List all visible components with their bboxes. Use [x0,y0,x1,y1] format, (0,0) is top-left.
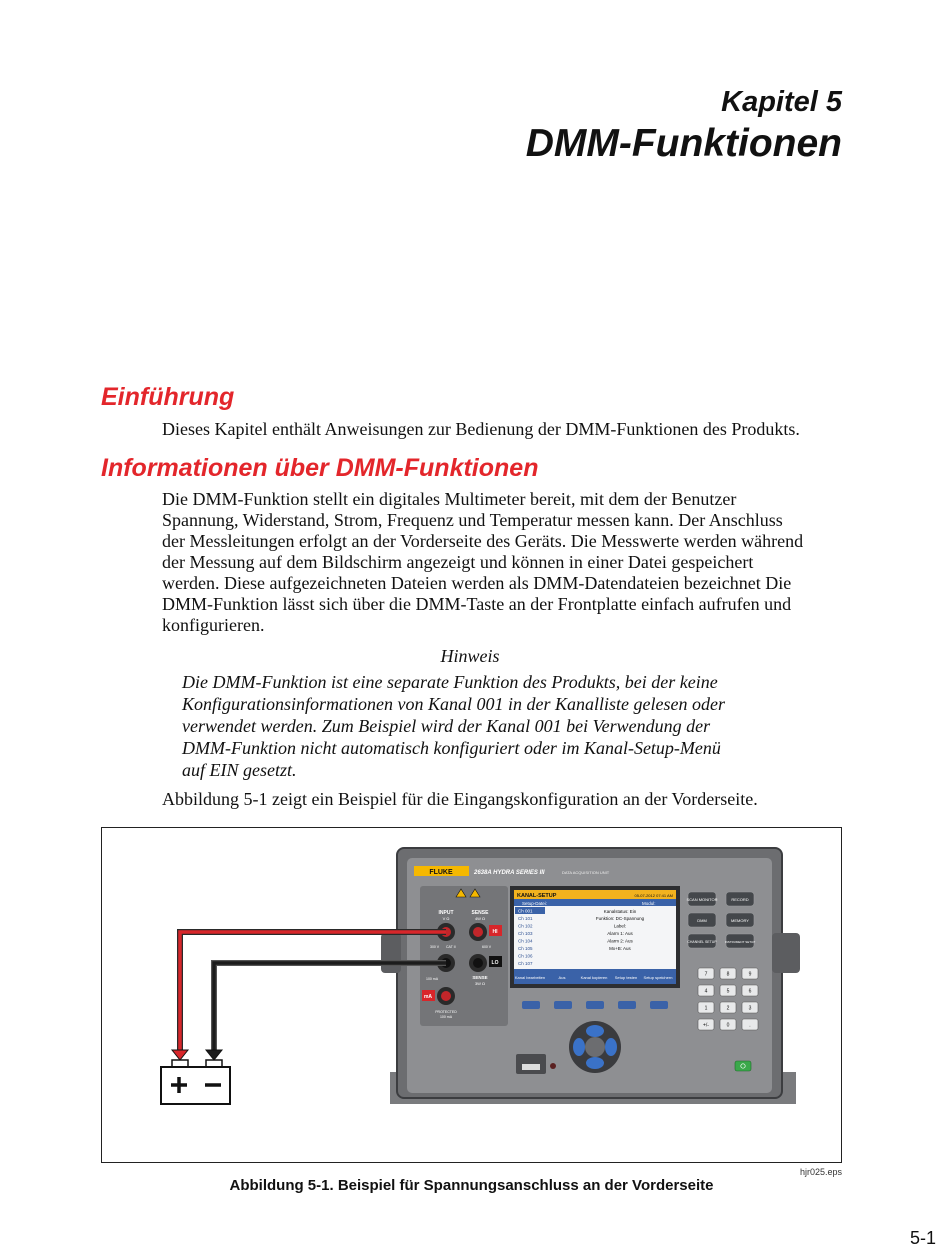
max-voltage-label: 300 V [430,945,440,949]
softkey-label: Aus [558,975,566,980]
record-label: RECORD [731,897,749,902]
note-line: DMM-Funktion nicht automatisch konfiguriert oder im Kanal-Setup-Menü [182,738,721,758]
screen-channel-item: Ch 104 [518,938,533,944]
softkey-label: Kanal bearbeiten [514,975,546,980]
sense-lo-terminal-ring [473,958,483,968]
softkey-f1-button[interactable] [522,1001,540,1009]
chapter-title: DMM-Funktionen [525,122,842,165]
keypad-key-label: 4 [704,988,708,995]
nav-down-button[interactable] [586,1057,604,1069]
usb-led-indicator [550,1063,556,1069]
dmm-label: DMM [697,918,707,923]
sense-hi-terminal-ring [473,927,483,937]
screen-channel-item: Ch 101 [518,916,533,921]
screen-softkey-labels [515,975,673,980]
device-handle-right [772,933,800,973]
section-heading-introduction: Einführung [101,383,235,411]
daq-device [381,848,800,1104]
figure-frame [101,827,842,1163]
screen-module: Modul: [642,901,656,906]
model-subtext: DATA ACQUISITION UNIT [562,870,610,875]
model-text: 2638A HYDRA SERIES III [474,870,545,876]
keypad-key-label: 1 [704,1005,708,1012]
usb-icon [522,1064,540,1070]
nav-left-button[interactable] [573,1038,585,1056]
page-number: 5-1 [909,1228,936,1248]
paragraph-line: werden. Diese aufgezeichneten Dateien werden als DMM-Datendateien bezeichnet Die [162,573,792,593]
input-label: INPUT [438,910,454,916]
note-line: auf EIN gesetzt. [182,760,297,780]
instrument-setup-label: INSTRUMENT SETUP [724,940,756,944]
keypad-key-label: 6 [748,988,752,995]
keypad-key-label: +/- [703,1022,709,1029]
nav-right-button[interactable] [605,1038,617,1056]
memory-label: MEMORY [731,918,749,923]
keypad-key-label: 3 [748,1005,752,1012]
softkey-f4-button[interactable] [618,1001,636,1009]
ma-label: mA [423,994,433,1000]
figure-caption: Abbildung 5-1. Beispiel für Spannungsanschluss an der Vorderseite [229,1177,714,1194]
screen-detail-line: Kanalstatus: Ein [603,909,637,914]
max-voltage-label-600: 600 V [482,945,492,949]
screen-setup-file: Setup-Datei: [522,901,548,906]
screen-channel-item: Ch 103 [518,931,533,936]
lo-label: LO [491,960,499,966]
paragraph-line: konfigurieren. [162,615,265,635]
paragraph-line: Spannung, Widerstand, Strom, Frequenz und Temperatur messen kann. Der Anschluss [162,510,783,530]
brand-text: FLUKE [429,869,453,876]
screen-channel-item: Ch 001 [518,908,533,914]
note-line: verwendet werden. Zum Beispiel wird der Kanal 001 bei Verwendung der [182,716,711,736]
screen-datetime: 05-07-2012 07:41 AM [634,893,673,898]
dmm-info-paragraph [162,489,852,636]
screen-detail-line: Alarm 2: Aus [607,938,633,944]
screen-detail-line: Alarm 1: Aus [607,931,633,936]
max-current-label: 100 mA [426,977,439,981]
paragraph-line: DMM-Funktion lässt sich über die DMM-Taste an der Frontplatte einfach aufrufen und [162,594,792,614]
sense-sublabel: 4W Ω [474,916,486,921]
screen-title: KANAL-SETUP [517,893,557,899]
hi-label: HI [492,929,498,935]
screen-detail-line: Mx+B: Aus [609,946,631,951]
paragraph-line: der Messleitungen erfolgt an der Vorderseite des Geräts. Die Messwerte werden während [162,531,804,551]
section-heading-dmm-info: Informationen über DMM-Funktionen [101,454,539,482]
red-lead-probe [172,1050,188,1060]
note-line: Konfigurationsinformationen von Kanal 001 in der Kanalliste gelesen oder [182,694,725,714]
power-button[interactable] [735,1061,751,1071]
device-handle-left [381,933,401,973]
keypad-key-label: 2 [726,1005,730,1012]
softkey-f2-button[interactable] [554,1001,572,1009]
black-lead-probe [206,1050,222,1060]
battery-negative-terminal [206,1060,222,1067]
softkey-f5-button[interactable] [650,1001,668,1009]
scan-monitor-label: SCAN MONITOR [686,897,718,902]
keypad-key-label: 9 [748,971,752,978]
softkey-f3-button[interactable] [586,1001,604,1009]
nav-center [585,1037,605,1057]
battery-positive-terminal [172,1060,188,1067]
paragraph-line: der Messung auf dem Bildschirm angezeigt und können in einer Datei gespeichert [162,552,754,572]
screen-channel-item: Ch 106 [518,953,533,959]
figure-reference-text: Abbildung 5-1 zeigt ein Beispiel für die Eingangskonfiguration an der Vorderseite. [162,789,758,809]
screen-channel-item: Ch 105 [518,946,533,951]
keypad-key-label: 7 [704,971,708,978]
ma-terminal-ring [441,991,451,1001]
softkey-label: Setup testen [614,975,638,980]
sense2-label: SENSE [472,975,488,980]
input-sublabel: V Ω [442,916,450,921]
note-paragraph [182,671,782,781]
channel-setup-label: CHANNEL SETUP [687,940,717,944]
keypad-key-label: . [749,1022,751,1029]
keypad-key-label: 8 [726,971,730,978]
note-line: Die DMM-Funktion ist eine separate Funktion des Produkts, bei der keine [182,672,718,692]
keypad-key-label: 5 [726,988,730,995]
keypad-key-label: 0 [726,1022,730,1029]
sense2-sublabel: 3W Ω [474,981,486,986]
battery-symbol [161,1060,230,1104]
screen-channel-item: Ch 107 [518,961,533,966]
sense-label: SENSE [471,910,489,916]
section-intro-paragraph: Dieses Kapitel enthält Anweisungen zur Bedienung der DMM-Funktionen des Produkts. [162,419,800,439]
screen-detail-line: Funktion: DC-Spannung [595,916,645,921]
note-heading: Hinweis [440,646,500,666]
cat-label: CAT II [446,945,456,949]
figure-file-label: hjr025.eps [799,1167,842,1177]
chapter-label: Kapitel 5 [721,86,842,118]
softkey-label: Kanal kopieren [580,975,608,980]
figure-illustration [102,828,841,1162]
protected-label: PROTECTED [435,1010,457,1014]
screen-detail-line: Label: [613,923,627,929]
softkey-label: Setup speichern [643,975,673,980]
paragraph-line: Die DMM-Funktion stellt ein digitales Multimeter bereit, mit dem der Benutzer [162,489,737,509]
screen-channel-item: Ch 102 [518,923,533,929]
nav-up-button[interactable] [586,1025,604,1037]
protected-sublabel: 100 mA [439,1015,453,1019]
